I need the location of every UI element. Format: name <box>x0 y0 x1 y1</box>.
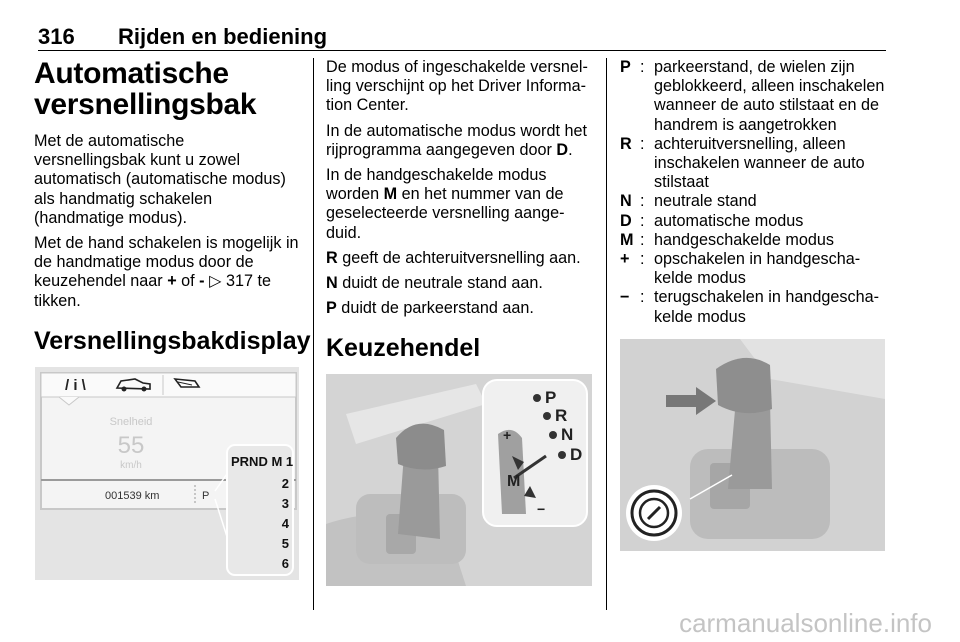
list-item: N : neutrale stand <box>620 192 888 211</box>
text: te tikken. <box>34 272 272 310</box>
key-r: R <box>326 248 338 267</box>
list-desc: automatische modus <box>654 211 804 230</box>
watermark: carmanualsonline.info <box>679 608 932 638</box>
list-item: M : handgeschakelde modus <box>620 231 888 250</box>
speed-label: Snelheid <box>109 415 153 428</box>
column-2 <box>326 58 591 586</box>
list-key: − <box>620 288 630 307</box>
list-item: R : achteruitversnelling, alleen inschakelen wanneer de auto stilstaat <box>620 135 888 193</box>
text: duidt de neutrale stand aan. <box>337 274 543 293</box>
lever-label-r: R <box>555 406 568 426</box>
speed-unit: km/h <box>120 459 142 471</box>
list-desc: opschakelen in handgeschakelde modus <box>654 250 861 288</box>
text: en het nummer van de geselecteerde versnelling aangeduid. <box>326 185 565 242</box>
odometer: 001539 km <box>105 489 160 502</box>
lever-label-plus: + <box>503 427 512 444</box>
key-m: M <box>383 185 398 204</box>
display-illustration <box>35 367 299 580</box>
column-3 <box>620 58 888 551</box>
paragraph <box>326 122 591 160</box>
plus-key: + <box>167 272 177 291</box>
list-key: R <box>620 134 632 153</box>
text: . <box>568 140 573 159</box>
chapter-title: Rijden en bediening <box>118 24 328 49</box>
list-item: D : automatische modus <box>620 212 888 231</box>
lever-label-m: M <box>507 473 521 491</box>
page-ref[interactable]: 317 <box>226 272 254 291</box>
gear-number: 5 <box>281 535 289 551</box>
paragraph <box>326 166 591 243</box>
paragraph <box>326 249 591 268</box>
gear-number: 2 <box>281 475 289 491</box>
list-key: N <box>620 192 632 211</box>
text: In de handgeschakelde modus worden <box>326 166 547 204</box>
subsection-title: Keuzehendel <box>326 334 481 363</box>
list-key: P <box>620 58 631 76</box>
road-icon: / i \ <box>65 376 86 394</box>
column-1 <box>34 57 311 580</box>
speed-value: 55 <box>117 431 145 459</box>
paragraph: De modus of ingeschakelde versnelling verschijnt op het Driver Information Center. <box>326 58 588 115</box>
list-desc: parkeerstand, de wielen zijn geblokkeerd, alleen inschakelen wanneer de auto stilstaat en de handrem is aangetrokken <box>654 58 885 134</box>
list-desc: handgeschakelde modus <box>654 230 834 249</box>
gear-callout-header: PRND M 1 <box>231 453 294 469</box>
text: duidt de parkeerstand aan. <box>336 299 534 318</box>
list-key: M <box>620 230 634 249</box>
selector-lever-figure <box>326 374 592 586</box>
lever-illustration <box>326 374 592 586</box>
page-header <box>38 22 886 51</box>
text: of <box>176 272 200 291</box>
list-desc: terugschakelen in handgeschakelde modus <box>654 288 879 326</box>
list-item: P : parkeerstand, de wielen zijn geblokkeerd, alleen inschakelen wanneer de auto stilstaat en de handrem is aangetrokken <box>620 58 888 135</box>
paragraph: Met de automatische versnellingsbak kunt u zowel automatisch (automatische modus) als handmatig schakelen (handmatige modus). <box>34 132 286 227</box>
minus-key: - <box>199 272 205 291</box>
lever-label-minus: − <box>537 501 546 518</box>
list-item: − : terugschakelen in handgeschakelde modus <box>620 288 888 326</box>
text: In de automatische modus wordt het rijprogramma aangegeven door <box>326 121 587 159</box>
gear-position-list <box>620 58 888 327</box>
lever-knob <box>716 358 772 413</box>
column-divider <box>606 58 607 610</box>
paragraph <box>34 234 299 311</box>
lever-label-n: N <box>561 425 574 445</box>
list-desc: achteruitversnelling, alleen inschakelen wanneer de auto stilstaat <box>654 134 865 192</box>
transmission-display-figure <box>35 367 299 580</box>
gear-number: 3 <box>281 495 289 511</box>
key-d: D <box>556 140 569 159</box>
gear-indicator: P <box>202 489 210 502</box>
list-item: + : opschakelen in handgeschakelde modus <box>620 250 888 288</box>
key-p: P <box>326 299 337 318</box>
column-divider <box>313 58 314 610</box>
text: geeft de achteruitversnelling aan. <box>337 248 581 267</box>
page-ref-icon: ▷ <box>209 272 222 291</box>
lever-push-figure <box>620 339 885 551</box>
list-key: + <box>620 250 630 269</box>
list-desc: neutrale stand <box>654 192 757 211</box>
gear-number: 6 <box>281 555 289 571</box>
text: Met de hand schakelen is mogelijk in de handmatige modus door de keuzehendel naar <box>34 234 299 291</box>
list-key: D <box>620 211 632 230</box>
gear-number: 4 <box>281 515 289 531</box>
section-title: Automatische versnellingsbak <box>34 57 257 121</box>
key-n: N <box>326 274 338 293</box>
lever-label-d: D <box>570 445 583 465</box>
paragraph <box>326 274 591 293</box>
paragraph <box>326 299 591 318</box>
page-number: 316 <box>38 24 75 49</box>
lever-label-p: P <box>545 388 557 408</box>
lever-push-illustration <box>620 339 885 551</box>
subsection-title: Versnellingsbakdisplay <box>34 326 311 355</box>
